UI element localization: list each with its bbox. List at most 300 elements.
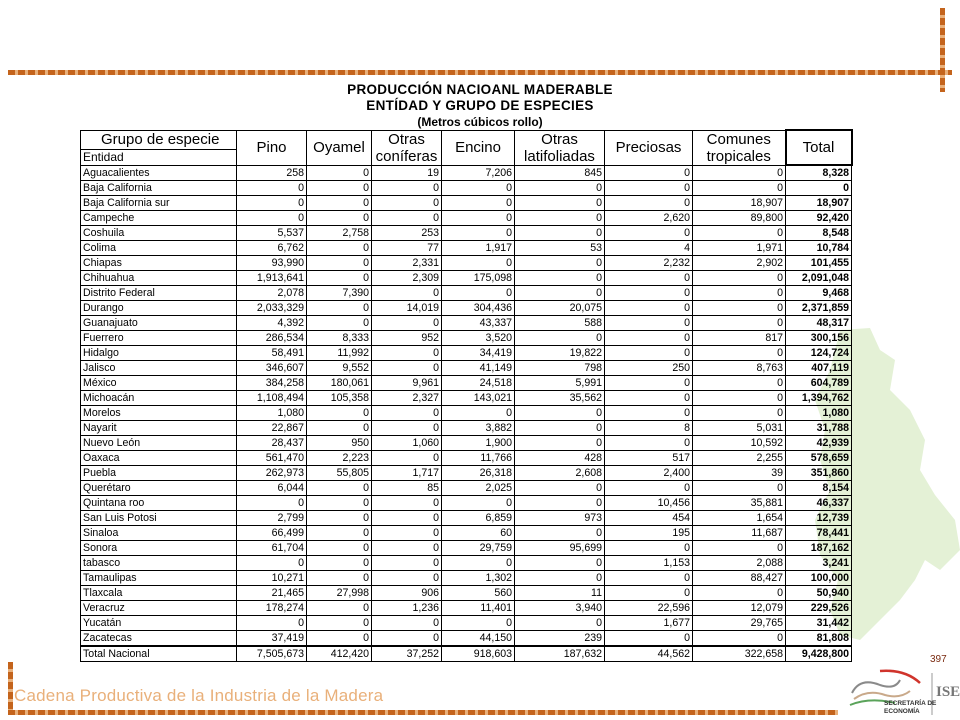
table-row (81, 286, 852, 301)
value-cell: 8,763 (693, 361, 786, 376)
value-cell: 286,534 (237, 331, 307, 346)
total-cell: 2,091,048 (786, 271, 852, 286)
value-cell: 187,632 (515, 646, 605, 662)
value-cell: 253 (372, 226, 442, 241)
value-cell: 195 (605, 526, 693, 541)
page-number: 397 (930, 654, 947, 665)
value-cell: 4,392 (237, 316, 307, 331)
total-cell: 31,442 (786, 616, 852, 631)
bottom-left-decorative-rule (8, 662, 13, 714)
value-cell: 37,252 (372, 646, 442, 662)
value-cell: 43,337 (442, 316, 515, 331)
value-cell: 0 (605, 376, 693, 391)
value-cell: 0 (693, 271, 786, 286)
value-cell: 20,075 (515, 301, 605, 316)
total-cell: 81,808 (786, 631, 852, 647)
value-cell: 0 (693, 481, 786, 496)
value-cell: 0 (307, 406, 372, 421)
value-cell: 44,562 (605, 646, 693, 662)
value-cell: 0 (605, 316, 693, 331)
value-cell: 0 (307, 316, 372, 331)
value-cell: 346,607 (237, 361, 307, 376)
value-cell: 0 (605, 226, 693, 241)
logo-mark-text: ISE (936, 684, 960, 700)
total-cell: 10,784 (786, 241, 852, 256)
entity-name-cell: Tlaxcala (81, 586, 237, 601)
total-cell: 124,724 (786, 346, 852, 361)
total-cell: 3,241 (786, 556, 852, 571)
value-cell: 1,302 (442, 571, 515, 586)
value-cell: 61,704 (237, 541, 307, 556)
value-cell: 0 (307, 165, 372, 181)
entity-name-cell: Puebla (81, 466, 237, 481)
value-cell: 560 (442, 586, 515, 601)
value-cell: 19 (372, 165, 442, 181)
entity-name-cell: Oaxaca (81, 451, 237, 466)
logo-label-line-1: SECRETARÍA DE (884, 700, 937, 707)
value-cell: 7,390 (307, 286, 372, 301)
value-cell: 0 (307, 211, 372, 226)
column-header (372, 130, 442, 165)
value-cell: 0 (442, 196, 515, 211)
value-cell: 0 (307, 571, 372, 586)
value-cell: 0 (515, 436, 605, 451)
value-cell: 0 (442, 616, 515, 631)
value-cell: 0 (372, 181, 442, 196)
logo-label (884, 700, 936, 716)
value-cell: 8 (605, 421, 693, 436)
value-cell: 0 (693, 286, 786, 301)
column-header (237, 130, 307, 165)
value-cell: 952 (372, 331, 442, 346)
entity-name-cell: Nuevo León (81, 436, 237, 451)
total-cell: 101,455 (786, 256, 852, 271)
value-cell: 0 (605, 541, 693, 556)
total-cell: 8,548 (786, 226, 852, 241)
total-cell: 8,154 (786, 481, 852, 496)
entity-name-cell: Sinaloa (81, 526, 237, 541)
value-cell: 0 (515, 271, 605, 286)
entity-name-cell: Durango (81, 301, 237, 316)
value-cell: 60 (442, 526, 515, 541)
value-cell: 18,907 (693, 196, 786, 211)
value-cell: 55,805 (307, 466, 372, 481)
entity-name-cell: Chiapas (81, 256, 237, 271)
value-cell: 454 (605, 511, 693, 526)
entity-name-cell: Guanajuato (81, 316, 237, 331)
value-cell: 180,061 (307, 376, 372, 391)
value-cell: 0 (372, 631, 442, 647)
value-cell: 0 (605, 301, 693, 316)
value-cell: 0 (693, 301, 786, 316)
total-cell: 78,441 (786, 526, 852, 541)
entity-name-cell: Jalisco (81, 361, 237, 376)
title-line-3: (Metros cúbicos rollo) (417, 115, 543, 129)
total-cell: 18,907 (786, 196, 852, 211)
column-header-line: tropicales (706, 147, 771, 165)
entity-name-cell: Baja California (81, 181, 237, 196)
value-cell: 0 (605, 586, 693, 601)
column-header-line: coníferas (375, 147, 438, 165)
value-cell: 0 (237, 181, 307, 196)
table-row (81, 451, 852, 466)
value-cell: 29,759 (442, 541, 515, 556)
value-cell: 0 (693, 391, 786, 406)
value-cell: 0 (372, 496, 442, 511)
value-cell: 1,971 (693, 241, 786, 256)
value-cell: 0 (372, 211, 442, 226)
value-cell: 11,401 (442, 601, 515, 616)
value-cell: 0 (307, 556, 372, 571)
value-cell: 8,333 (307, 331, 372, 346)
value-cell: 0 (307, 511, 372, 526)
value-cell: 0 (307, 601, 372, 616)
value-cell: 906 (372, 586, 442, 601)
table-row (81, 436, 852, 451)
table-row (81, 181, 852, 196)
value-cell: 322,658 (693, 646, 786, 662)
total-cell: 578,659 (786, 451, 852, 466)
value-cell: 0 (605, 271, 693, 286)
value-cell: 0 (605, 286, 693, 301)
value-cell: 0 (515, 556, 605, 571)
value-cell: 304,436 (442, 301, 515, 316)
column-header-line: latifoliadas (524, 147, 595, 165)
value-cell: 44,150 (442, 631, 515, 647)
value-cell: 0 (237, 496, 307, 511)
table-row (81, 301, 852, 316)
value-cell: 0 (307, 241, 372, 256)
value-cell: 798 (515, 361, 605, 376)
value-cell: 66,499 (237, 526, 307, 541)
value-cell: 1,917 (442, 241, 515, 256)
total-cell: 9,468 (786, 286, 852, 301)
value-cell: 0 (605, 196, 693, 211)
value-cell: 412,420 (307, 646, 372, 662)
table-row (81, 586, 852, 601)
value-cell: 0 (605, 346, 693, 361)
table-row (81, 331, 852, 346)
value-cell: 3,882 (442, 421, 515, 436)
value-cell: 2,327 (372, 391, 442, 406)
value-cell: 5,537 (237, 226, 307, 241)
value-cell: 2,088 (693, 556, 786, 571)
entity-name-cell: Veracruz (81, 601, 237, 616)
value-cell: 0 (515, 571, 605, 586)
value-cell: 0 (372, 511, 442, 526)
value-cell: 0 (372, 346, 442, 361)
value-cell: 2,223 (307, 451, 372, 466)
table-row (81, 496, 852, 511)
total-cell: 229,526 (786, 601, 852, 616)
value-cell: 2,620 (605, 211, 693, 226)
column-header (786, 130, 852, 165)
value-cell: 0 (605, 391, 693, 406)
value-cell: 2,078 (237, 286, 307, 301)
total-cell: 2,371,859 (786, 301, 852, 316)
table-row (81, 361, 852, 376)
entity-name-cell: tabasco (81, 556, 237, 571)
value-cell: 0 (372, 316, 442, 331)
value-cell: 53 (515, 241, 605, 256)
value-cell: 0 (693, 165, 786, 181)
column-header-line: Otras (541, 130, 578, 148)
table-row (81, 256, 852, 271)
value-cell: 10,592 (693, 436, 786, 451)
value-cell: 950 (307, 436, 372, 451)
value-cell: 1,080 (237, 406, 307, 421)
value-cell: 0 (372, 406, 442, 421)
value-cell: 88,427 (693, 571, 786, 586)
value-cell: 0 (307, 196, 372, 211)
entity-name-cell: Distrito Federal (81, 286, 237, 301)
total-cell: 42,939 (786, 436, 852, 451)
value-cell: 58,491 (237, 346, 307, 361)
value-cell: 0 (693, 586, 786, 601)
table-row (81, 481, 852, 496)
column-header (515, 130, 605, 165)
value-cell: 239 (515, 631, 605, 647)
value-cell: 2,309 (372, 271, 442, 286)
entity-name-cell: Michoacán (81, 391, 237, 406)
table-row (81, 346, 852, 361)
value-cell: 1,153 (605, 556, 693, 571)
value-cell: 0 (442, 226, 515, 241)
entity-name-cell: Quintana roo (81, 496, 237, 511)
total-cell: 12,739 (786, 511, 852, 526)
value-cell: 0 (515, 481, 605, 496)
entity-name-cell: Baja California sur (81, 196, 237, 211)
table-row (81, 526, 852, 541)
value-cell: 0 (307, 541, 372, 556)
table-row (81, 601, 852, 616)
value-cell: 2,902 (693, 256, 786, 271)
value-cell: 588 (515, 316, 605, 331)
value-cell: 0 (237, 556, 307, 571)
table-row (81, 316, 852, 331)
value-cell: 0 (515, 211, 605, 226)
value-cell: 250 (605, 361, 693, 376)
value-cell: 0 (605, 481, 693, 496)
table-row (81, 391, 852, 406)
value-cell: 178,274 (237, 601, 307, 616)
total-cell: 1,080 (786, 406, 852, 421)
table-row (81, 421, 852, 436)
value-cell: 0 (442, 286, 515, 301)
table-row (81, 466, 852, 481)
value-cell: 0 (515, 196, 605, 211)
value-cell: 7,505,673 (237, 646, 307, 662)
total-cell: 100,000 (786, 571, 852, 586)
column-header-line: Comunes (706, 130, 771, 148)
value-cell: 6,859 (442, 511, 515, 526)
entity-name-cell: Hidalgo (81, 346, 237, 361)
entity-name-cell: Nayarit (81, 421, 237, 436)
header-group-label: Grupo de especie (81, 130, 237, 149)
entity-name-cell: Tamaulipas (81, 571, 237, 586)
value-cell: 22,596 (605, 601, 693, 616)
header-entity-label: Entidad (81, 149, 237, 165)
value-cell: 22,867 (237, 421, 307, 436)
value-cell: 2,232 (605, 256, 693, 271)
entity-name-cell: San Luis Potosi (81, 511, 237, 526)
value-cell: 39 (693, 466, 786, 481)
value-cell: 0 (605, 331, 693, 346)
value-cell: 0 (442, 181, 515, 196)
value-cell: 428 (515, 451, 605, 466)
value-cell: 6,762 (237, 241, 307, 256)
value-cell: 11,766 (442, 451, 515, 466)
table-row (81, 631, 852, 647)
value-cell: 1,108,494 (237, 391, 307, 406)
value-cell: 11,992 (307, 346, 372, 361)
column-header-line: Encino (455, 139, 501, 156)
value-cell: 0 (442, 496, 515, 511)
value-cell: 1,717 (372, 466, 442, 481)
title-line-2: ENTÍDAD Y GRUPO DE ESPECIES (366, 98, 594, 113)
value-cell: 2,608 (515, 466, 605, 481)
value-cell: 0 (515, 331, 605, 346)
total-cell: 604,789 (786, 376, 852, 391)
total-cell: 407,119 (786, 361, 852, 376)
table-row (81, 616, 852, 631)
value-cell: 0 (693, 181, 786, 196)
value-cell: 0 (372, 571, 442, 586)
table-row (81, 571, 852, 586)
value-cell: 0 (307, 301, 372, 316)
value-cell: 0 (372, 541, 442, 556)
value-cell: 29,765 (693, 616, 786, 631)
value-cell: 0 (515, 181, 605, 196)
logo-label-line-2: ECONOMÍA (884, 708, 920, 715)
value-cell: 0 (372, 556, 442, 571)
value-cell: 5,991 (515, 376, 605, 391)
value-cell: 0 (372, 361, 442, 376)
value-cell: 2,025 (442, 481, 515, 496)
column-header-line: Preciosas (615, 139, 682, 156)
total-cell: 31,788 (786, 421, 852, 436)
value-cell: 258 (237, 165, 307, 181)
value-cell: 1,060 (372, 436, 442, 451)
value-cell: 0 (515, 226, 605, 241)
value-cell: 143,021 (442, 391, 515, 406)
value-cell: 2,331 (372, 256, 442, 271)
value-cell: 918,603 (442, 646, 515, 662)
entity-name-cell: Chihuahua (81, 271, 237, 286)
value-cell: 95,699 (515, 541, 605, 556)
value-cell: 0 (307, 631, 372, 647)
value-cell: 0 (372, 616, 442, 631)
value-cell: 1,236 (372, 601, 442, 616)
value-cell: 0 (307, 256, 372, 271)
value-cell: 41,149 (442, 361, 515, 376)
footer-title: Cadena Productiva de la Industria de la Madera (14, 686, 384, 705)
value-cell: 9,961 (372, 376, 442, 391)
value-cell: 14,019 (372, 301, 442, 316)
value-cell: 0 (307, 526, 372, 541)
value-cell: 0 (442, 256, 515, 271)
value-cell: 28,437 (237, 436, 307, 451)
value-cell: 9,552 (307, 361, 372, 376)
value-cell: 89,800 (693, 211, 786, 226)
total-cell: 50,940 (786, 586, 852, 601)
value-cell: 0 (515, 286, 605, 301)
column-header-line: Otras (388, 130, 425, 148)
value-cell: 0 (515, 406, 605, 421)
value-cell: 0 (515, 421, 605, 436)
value-cell: 973 (515, 511, 605, 526)
total-cell: 351,860 (786, 466, 852, 481)
value-cell: 561,470 (237, 451, 307, 466)
value-cell: 11 (515, 586, 605, 601)
value-cell: 517 (605, 451, 693, 466)
value-cell: 24,518 (442, 376, 515, 391)
value-cell: 0 (693, 376, 786, 391)
value-cell: 0 (605, 436, 693, 451)
bottom-decorative-rule (8, 710, 838, 715)
value-cell: 0 (237, 616, 307, 631)
value-cell: 77 (372, 241, 442, 256)
entity-name-cell: México (81, 376, 237, 391)
value-cell: 0 (515, 616, 605, 631)
table-row (81, 541, 852, 556)
value-cell: 0 (237, 211, 307, 226)
column-header (605, 130, 693, 165)
value-cell: 2,799 (237, 511, 307, 526)
value-cell: 2,758 (307, 226, 372, 241)
table-row (81, 646, 852, 662)
value-cell: 6,044 (237, 481, 307, 496)
value-cell: 2,255 (693, 451, 786, 466)
value-cell: 0 (442, 211, 515, 226)
table-row (81, 165, 852, 181)
value-cell: 11,687 (693, 526, 786, 541)
value-cell: 0 (605, 631, 693, 647)
table-row (81, 556, 852, 571)
value-cell: 0 (693, 631, 786, 647)
value-cell: 12,079 (693, 601, 786, 616)
entity-name-cell: Aguacalientes (81, 165, 237, 181)
value-cell: 19,822 (515, 346, 605, 361)
title-block (80, 82, 880, 130)
entity-name-cell: Yucatán (81, 616, 237, 631)
top-decorative-rule (8, 70, 952, 75)
column-header (307, 130, 372, 165)
entity-name-cell: Campeche (81, 211, 237, 226)
entity-name-cell: Sonora (81, 541, 237, 556)
entity-name-cell: Morelos (81, 406, 237, 421)
total-cell: 1,394,762 (786, 391, 852, 406)
value-cell: 1,900 (442, 436, 515, 451)
value-cell: 0 (442, 556, 515, 571)
value-cell: 26,318 (442, 466, 515, 481)
entity-name-cell: Zacatecas (81, 631, 237, 647)
value-cell: 817 (693, 331, 786, 346)
column-header (693, 130, 786, 165)
value-cell: 0 (307, 421, 372, 436)
table-row (81, 226, 852, 241)
value-cell: 85 (372, 481, 442, 496)
entity-name-cell: Total Nacional (81, 646, 237, 662)
column-header (442, 130, 515, 165)
value-cell: 0 (307, 496, 372, 511)
value-cell: 0 (307, 481, 372, 496)
value-cell: 0 (372, 196, 442, 211)
value-cell: 0 (515, 526, 605, 541)
value-cell: 262,973 (237, 466, 307, 481)
value-cell: 21,465 (237, 586, 307, 601)
value-cell: 2,033,329 (237, 301, 307, 316)
